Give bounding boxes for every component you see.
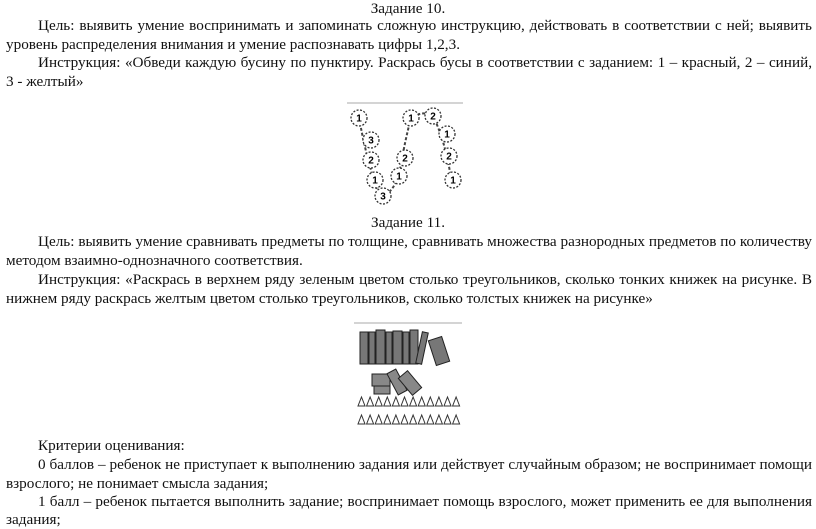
triangle-shape [435, 415, 442, 424]
triangle-shape [384, 415, 391, 424]
criteria-1-line1: 1 балл – ребенок пытается выполнить задание; воспринимает помощь взрослого, может применить ее для выполнения [38, 493, 812, 510]
bead-label: 1 [450, 175, 456, 187]
bead-label: 1 [408, 113, 414, 125]
bead-label: 2 [402, 153, 408, 165]
triangle-shape [384, 397, 391, 406]
triangle-shape [410, 415, 417, 424]
bead-label: 1 [444, 129, 450, 141]
triangle-shape [367, 415, 374, 424]
triangle-shape [444, 415, 451, 424]
triangle-shape [418, 415, 425, 424]
bead [403, 110, 419, 126]
bead-label: 2 [368, 155, 374, 167]
triangle-shape [367, 397, 374, 406]
triangle-shape [358, 397, 365, 406]
bead [367, 172, 383, 188]
triangle-shape [453, 415, 460, 424]
bead [391, 168, 407, 184]
bead [363, 132, 379, 148]
task11-title: Задание 11. [370, 214, 446, 231]
task10-title: Задание 10. [370, 0, 446, 17]
bead-label: 3 [368, 135, 374, 147]
task10-goal-line2: уровень распределения внимания и умение распознавать цифры 1,2,3. [6, 36, 460, 53]
triangle-shape [401, 415, 408, 424]
criteria-0-line2: взрослого; не понимает смысла задания; [6, 475, 269, 492]
task11-instruction-line2: нижнем ряду раскрась желтым цветом столько треугольников, сколько толстых книжек на рисунке» [6, 290, 653, 307]
task11-instruction-line1: Инструкция: «Раскрась в верхнем ряду зеленым цветом столько треугольников, сколько тонких книжек на рисунке. В [38, 271, 812, 288]
books-top-row [360, 330, 450, 366]
triangle-shape [444, 397, 451, 406]
triangle-shape [375, 415, 382, 424]
criteria-title: Критерии оценивания: [38, 437, 185, 454]
triangle-shape [358, 415, 365, 424]
bead-label: 2 [430, 111, 436, 123]
triangle-shape [427, 415, 434, 424]
task10-instruction-line2: 3 - желтый» [6, 73, 84, 90]
triangle-shape [427, 397, 434, 406]
criteria-1-line2: задания; [6, 511, 61, 528]
beads-figure [345, 100, 465, 210]
triangle-shape [435, 397, 442, 406]
bead-label: 2 [446, 151, 452, 163]
task10-instruction-line1: Инструкция: «Обведи каждую бусину по пунктиру. Раскрась бусы в соответствии с заданием: 1 – красный, 2 – синий, [38, 54, 812, 71]
triangle-shape [392, 415, 399, 424]
books-bottom-row [372, 369, 422, 395]
criteria-0-line1: 0 баллов – ребенок не приступает к выполнению задания или действует случайным образом; не воспринимает помощи [38, 456, 812, 473]
books-figure [352, 320, 464, 430]
task11-goal-line1: Цель: выявить умение сравнивать предметы по толщине, сравнивать множества разнородных предметов по количеству [38, 233, 812, 250]
task10-goal-line1: Цель: выявить умение воспринимать и запоминать сложную инструкцию, действовать в соответствии с ней; выявить [38, 17, 812, 34]
triangle-shape [453, 397, 460, 406]
bead [363, 152, 379, 168]
bead [375, 188, 391, 204]
triangle-shape [401, 397, 408, 406]
task11-goal-line2: методом взаимно-однозначного соответствия. [6, 252, 303, 269]
bead-label: 1 [396, 171, 402, 183]
bead-label: 3 [380, 191, 386, 203]
bead [425, 108, 441, 124]
bead-label: 1 [372, 175, 378, 187]
bead [439, 126, 455, 142]
triangle-shape [418, 397, 425, 406]
triangle-shape [410, 397, 417, 406]
bead [397, 150, 413, 166]
bead [441, 148, 457, 164]
bead [351, 110, 367, 126]
triangle-shape [375, 397, 382, 406]
bead [445, 172, 461, 188]
triangle-shape [392, 397, 399, 406]
bead-label: 1 [356, 113, 362, 125]
